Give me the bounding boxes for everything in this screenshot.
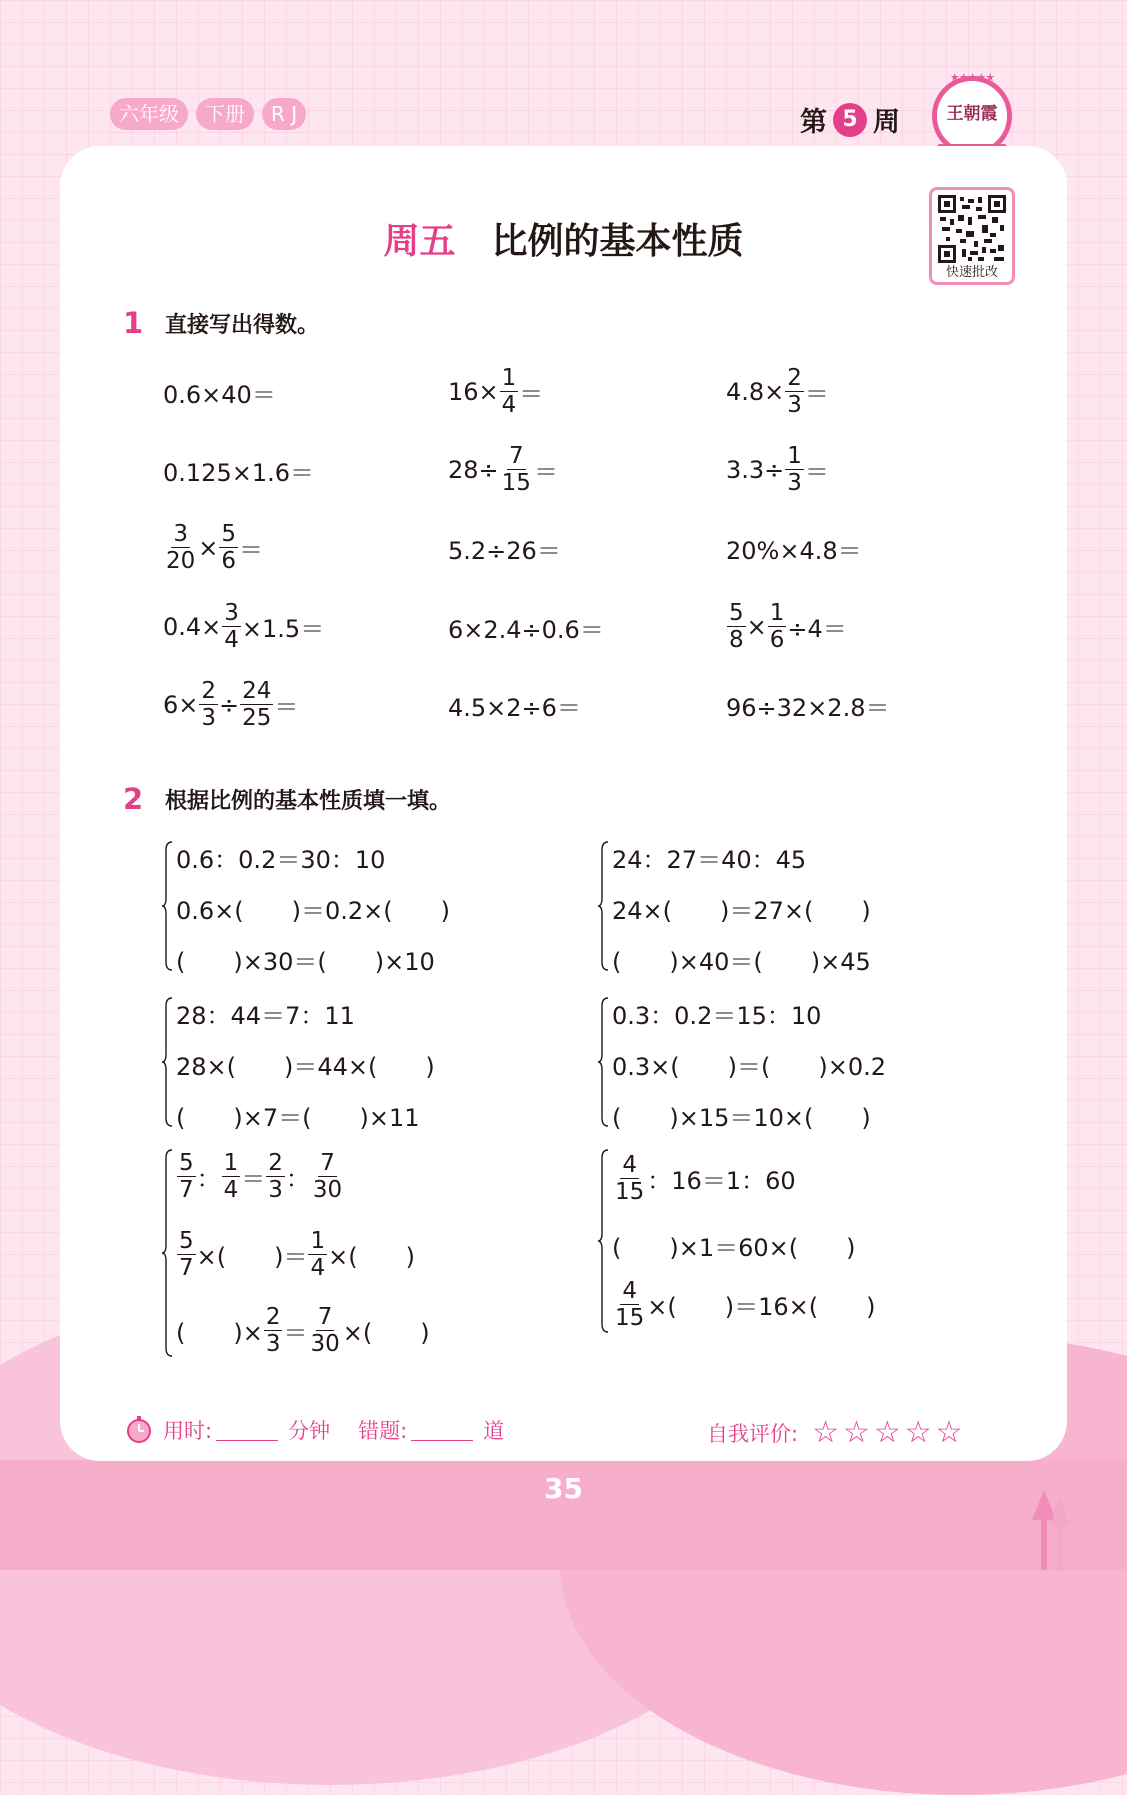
fraction [768,600,787,653]
calc-item [448,610,604,645]
numerator: 2 [787,365,802,391]
calc-item [163,600,324,653]
denominator: 7 [179,1255,194,1281]
calc-item [448,688,581,723]
denominator: 15 [615,1179,645,1205]
numerator: 1 [310,1228,326,1254]
page-title [0,213,1127,264]
expr-text: 16× [448,377,499,406]
proportion-group [598,996,1018,1131]
fraction [177,1150,196,1203]
proportion-group [162,840,582,975]
numerator: 4 [622,1152,637,1178]
numerator: 2 [268,1150,283,1176]
denominator: 15 [615,1305,645,1331]
proportion-row: 0.6×( )＝0.2×( ) [176,897,451,925]
fraction [222,600,241,653]
proportion-row: ( )×1＝60×( ) [612,1234,856,1262]
week-prefix: 第 [800,107,827,138]
numerator: 1 [223,1150,239,1176]
calc-item [163,521,263,574]
expr-text: 4.8× [726,377,785,406]
self-evaluation [707,1415,967,1450]
proportion-row: 0.3×( )＝( )×0.2 [612,1053,887,1081]
fraction [500,443,533,496]
calc-item [163,453,314,488]
title-topic: 比例的基本性质 [491,221,744,262]
fraction [500,365,519,418]
up-arrows-icon [1030,1490,1080,1570]
calc-item [726,531,862,566]
expr-text: ÷4＝ [787,615,847,643]
week-number: 5 [833,103,867,137]
left-brace-icon [598,996,610,1128]
expr-text: ×( )＝ [196,1243,308,1271]
equals-sign: ＝ [283,1319,308,1347]
question-text: 根据比例的基本性质填一填。 [165,788,452,814]
question-text: 直接写出得数。 [165,312,320,338]
fraction [785,365,804,418]
proportion-group [162,996,582,1131]
numerator: 3 [224,600,239,626]
denominator: 4 [501,392,517,418]
expr-text: × [746,612,767,641]
expr-text: ×( ) [328,1243,415,1271]
fraction [785,443,804,496]
fraction [264,1304,283,1357]
expr-text: 4.5×2÷6＝ [448,694,581,722]
fraction [240,678,273,731]
proportion-row: ( )×7＝( )×11 [176,1104,420,1132]
left-brace-icon [598,840,610,972]
proportion-group [598,840,1018,975]
proportion-row: ( )×30＝( )×10 [176,948,435,976]
expr-text: 6×2.4÷0.6＝ [448,616,604,644]
expr-text: 28÷ [448,455,499,484]
question-number: 1 [123,306,144,340]
edition-tag: R J [262,98,306,130]
qr-caption: 快速批改 [945,265,998,280]
page-number: 35 [544,1472,583,1505]
expr-text: ＝ [804,380,829,408]
denominator: 3 [787,470,802,496]
calc-item [448,365,543,418]
expr-text: 3.3÷ [726,455,785,484]
badge-stars-icon: ★★★★★ [949,71,995,84]
proportion-row [612,1152,796,1205]
expr-text: ÷ [219,690,240,719]
denominator: 30 [310,1331,340,1357]
expr-text: ＝ [274,693,299,721]
numerator: 5 [179,1150,194,1176]
expr-text: ×( ) [342,1319,430,1347]
calc-item [448,443,558,496]
error-input[interactable] [411,1420,473,1441]
left-brace-icon [162,996,174,1128]
expr-text: 6× [163,690,199,719]
title-day: 周五 [383,221,456,262]
question-1-header [123,306,319,340]
expr-text: ×( )＝16×( ) [647,1293,876,1321]
numerator: 5 [179,1228,194,1254]
calc-item [448,531,561,566]
expr-text: ＝ [804,458,829,486]
equals-sign: ＝ [241,1165,266,1193]
proportion-row: 24：27＝40：45 [612,846,807,874]
grade-tag: 六年级 [110,98,188,130]
rating-stars-icon[interactable]: ☆☆☆☆☆ [812,1415,967,1450]
question-number: 2 [123,782,144,816]
proportion-row [176,1150,345,1203]
denominator: 4 [223,1177,239,1203]
fraction [177,1228,196,1281]
fraction [219,521,238,574]
denominator: 15 [501,470,531,496]
fraction [222,1150,241,1203]
expr-text: 5.2÷26＝ [448,537,561,565]
expr-text: ＝ [239,536,264,564]
proportion-row: ( )×40＝( )×45 [612,948,871,976]
time-label: 用时: [163,1419,213,1443]
denominator: 3 [268,1177,283,1203]
fraction [311,1150,344,1203]
proportion-row: 24×( )＝27×( ) [612,897,871,925]
badge-name: 王朝霞 [946,104,998,124]
numerator: 7 [317,1304,333,1330]
expr-text: ：16＝1：60 [647,1167,796,1195]
numerator: 2 [265,1304,281,1330]
time-input[interactable] [216,1420,278,1441]
numerator: 7 [320,1150,335,1176]
denominator: 20 [166,548,196,574]
calc-item [163,375,276,410]
numerator: 1 [787,443,802,469]
proportion-row [612,1278,876,1331]
calc-item [726,443,829,496]
numerator: 2 [201,678,217,704]
left-brace-icon [598,1148,610,1334]
calc-item [163,678,298,731]
fraction [613,1278,646,1331]
fraction [727,600,746,653]
calc-item [726,365,829,418]
week-suffix: 周 [873,107,900,138]
numerator: 3 [173,521,188,547]
proportion-row: 28：44＝7：11 [176,1002,355,1030]
numerator: 5 [729,600,744,626]
proportion-row [176,1228,415,1281]
expr-text: × [198,533,219,562]
ratio-colon: ： [285,1165,310,1193]
fraction [199,678,218,731]
expr-text: 96÷32×2.8＝ [726,694,890,722]
proportion-group [598,1148,1018,1338]
denominator: 3 [265,1331,281,1357]
fraction [308,1228,327,1281]
numerator: 7 [508,443,524,469]
error-unit: 道 [483,1419,505,1443]
self-eval-label: 自我评价: [707,1421,799,1446]
error-label: 错题: [358,1419,408,1443]
volume-tag: 下册 [196,98,254,130]
expr-text: 0.6×40＝ [163,381,276,409]
proportion-row: 28×( )＝44×( ) [176,1053,435,1081]
denominator: 4 [224,627,239,653]
calc-item [726,600,847,653]
denominator: 8 [729,627,744,653]
expr-text: ＝ [533,458,558,486]
numerator: 1 [501,365,517,391]
denominator: 4 [310,1255,326,1281]
expr-text: 0.125×1.6＝ [163,459,314,487]
fraction [308,1304,341,1357]
brand-badge [932,71,1012,156]
expr-text: ( )× [176,1319,263,1347]
fraction [613,1152,646,1205]
grade-tags [110,98,306,130]
expr-text: ＝ [519,380,544,408]
denominator: 6 [769,627,785,653]
ratio-colon: ： [196,1165,221,1193]
denominator: 3 [201,705,217,731]
stopwatch-icon [125,1416,153,1444]
question-2-header [123,782,451,816]
numerator: 4 [622,1278,637,1304]
numerator: 1 [769,600,785,626]
proportion-row [176,1304,430,1357]
proportion-row: ( )×15＝10×( ) [612,1104,871,1132]
fraction [266,1150,285,1203]
denominator: 7 [179,1177,194,1203]
denominator: 25 [242,705,272,731]
proportion-group [162,1148,582,1360]
calc-item [726,688,889,723]
left-brace-icon [162,1148,174,1358]
time-error-record [125,1415,504,1445]
denominator: 6 [221,548,237,574]
week-label [800,100,900,139]
expr-text: 0.4× [163,612,222,641]
proportion-row: 0.6：0.2＝30：10 [176,846,386,874]
expr-text: ×1.5＝ [241,615,325,643]
proportion-row: 0.3：0.2＝15：10 [612,1002,822,1030]
fraction [164,521,197,574]
denominator: 30 [312,1177,343,1203]
expr-text: 20%×4.8＝ [726,537,862,565]
left-brace-icon [162,840,174,972]
numerator: 24 [242,678,272,704]
numerator: 5 [221,521,237,547]
time-unit: 分钟 [288,1419,331,1443]
denominator: 3 [787,392,802,418]
